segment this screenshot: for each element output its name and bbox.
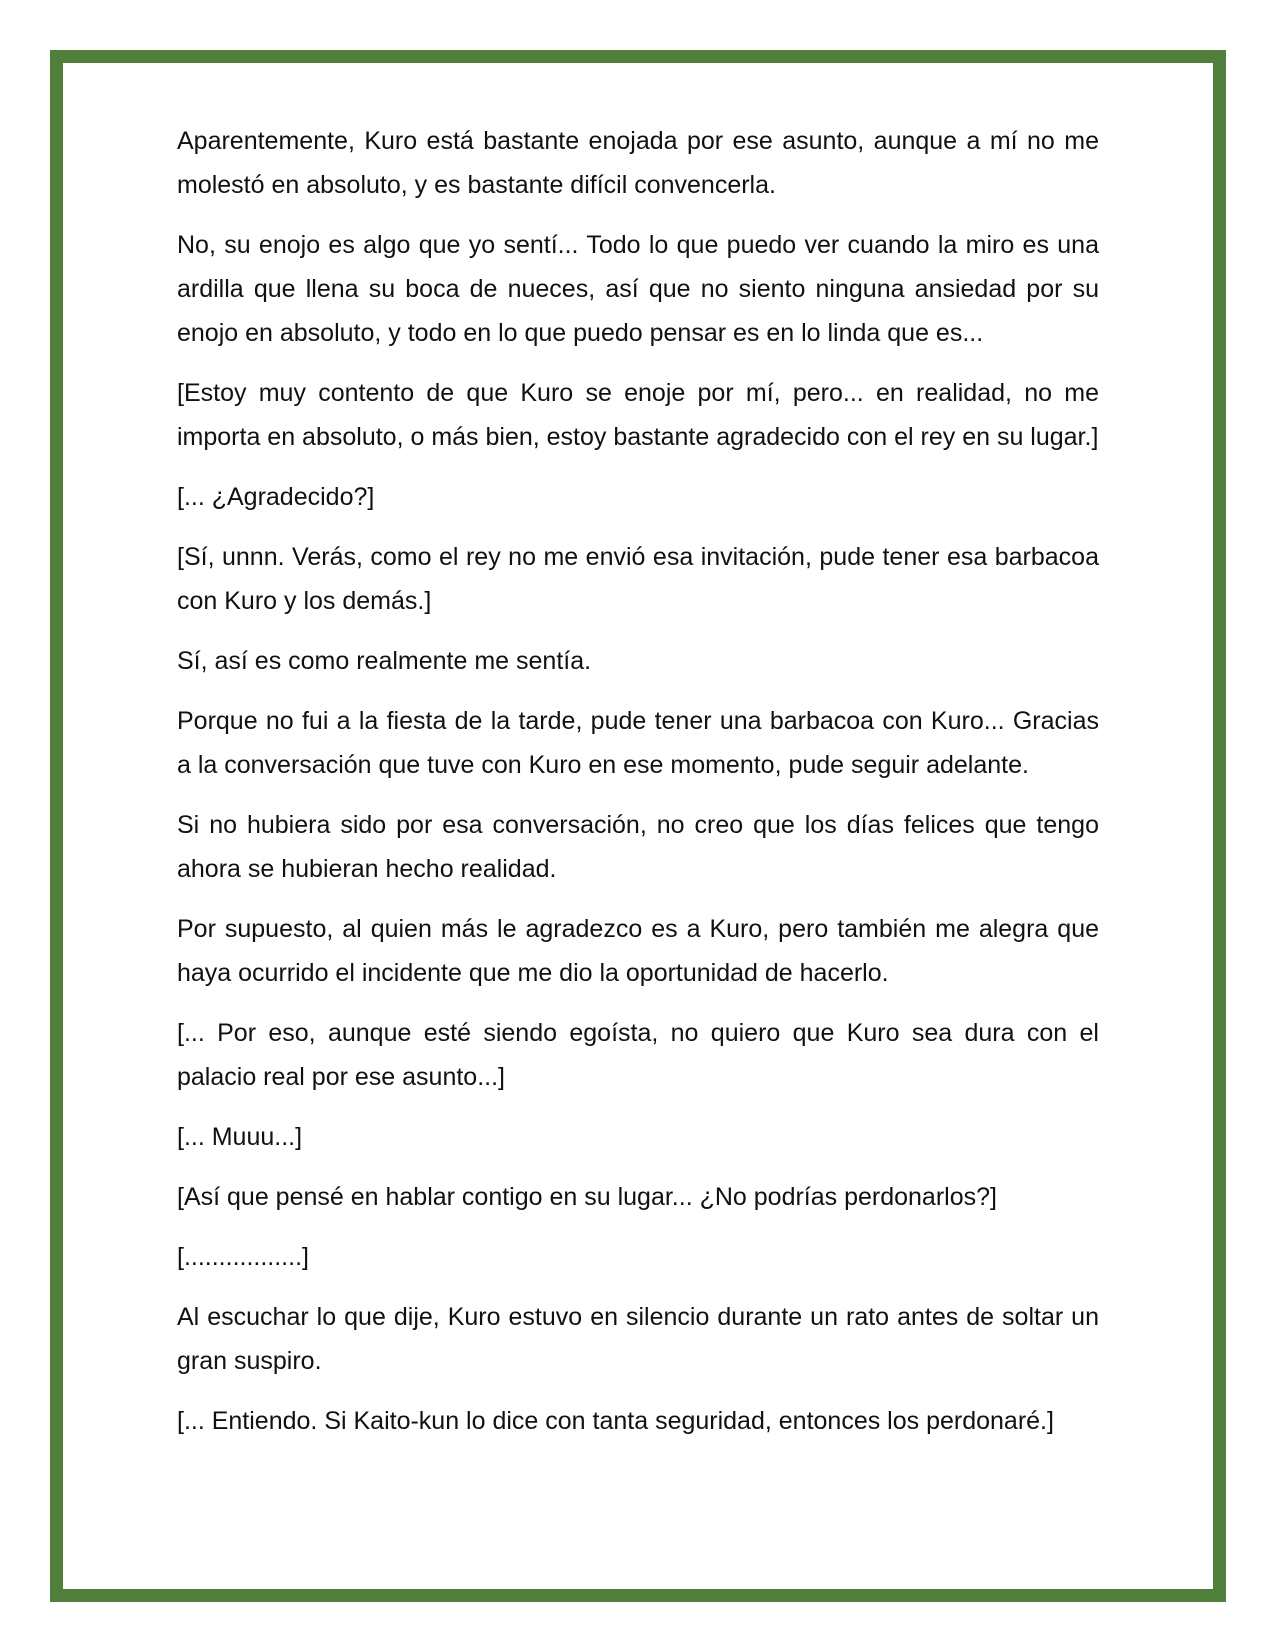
paragraph: Si no hubiera sido por esa conversación, no creo que los días felices que tengo ahora se hubieran hecho realidad. xyxy=(177,811,1099,883)
paragraph: [... Entiendo. Si Kaito-kun lo dice con tanta seguridad, entonces los perdonaré.] xyxy=(177,1407,1054,1435)
paragraph: [Estoy muy contento de que Kuro se enoje por mí, pero... en realidad, no me importa en absoluto, o más bien, estoy bastante agradecido con el rey en su lugar.] xyxy=(177,379,1099,451)
paragraph: [Así que pensé en hablar contigo en su lugar... ¿No podrías perdonarlos?] xyxy=(177,1183,997,1211)
document-body xyxy=(177,119,1099,1459)
paragraph: [... Muuu...] xyxy=(177,1123,303,1151)
paragraph: No, su enojo es algo que yo sentí... Todo lo que puedo ver cuando la miro es una ardilla que llena su boca de nueces, así que no siento ninguna ansiedad por su enojo en absoluto, y todo en lo que puedo pensar es en lo linda que es... xyxy=(177,231,1099,347)
paragraph: [.................] xyxy=(177,1243,309,1271)
paragraph: Sí, así es como realmente me sentía. xyxy=(177,647,592,675)
paragraph: [... Por eso, aunque esté siendo egoísta, no quiero que Kuro sea dura con el palacio real por ese asunto...] xyxy=(177,1019,1099,1091)
paragraph: Porque no fui a la fiesta de la tarde, pude tener una barbacoa con Kuro... Gracias a la conversación que tuve con Kuro en ese momento, pude seguir adelante. xyxy=(177,707,1099,779)
paragraph: Al escuchar lo que dije, Kuro estuvo en silencio durante un rato antes de soltar un gran suspiro. xyxy=(177,1303,1099,1375)
paragraph: [... ¿Agradecido?] xyxy=(177,483,375,511)
paragraph: Aparentemente, Kuro está bastante enojada por ese asunto, aunque a mí no me molestó en absoluto, y es bastante difícil convencerla. xyxy=(177,127,1099,199)
paragraph: [Sí, unnn. Verás, como el rey no me envió esa invitación, pude tener esa barbacoa con Kuro y los demás.] xyxy=(177,543,1099,615)
paragraph: Por supuesto, al quien más le agradezco es a Kuro, pero también me alegra que haya ocurrido el incidente que me dio la oportunidad de hacerlo. xyxy=(177,915,1099,987)
